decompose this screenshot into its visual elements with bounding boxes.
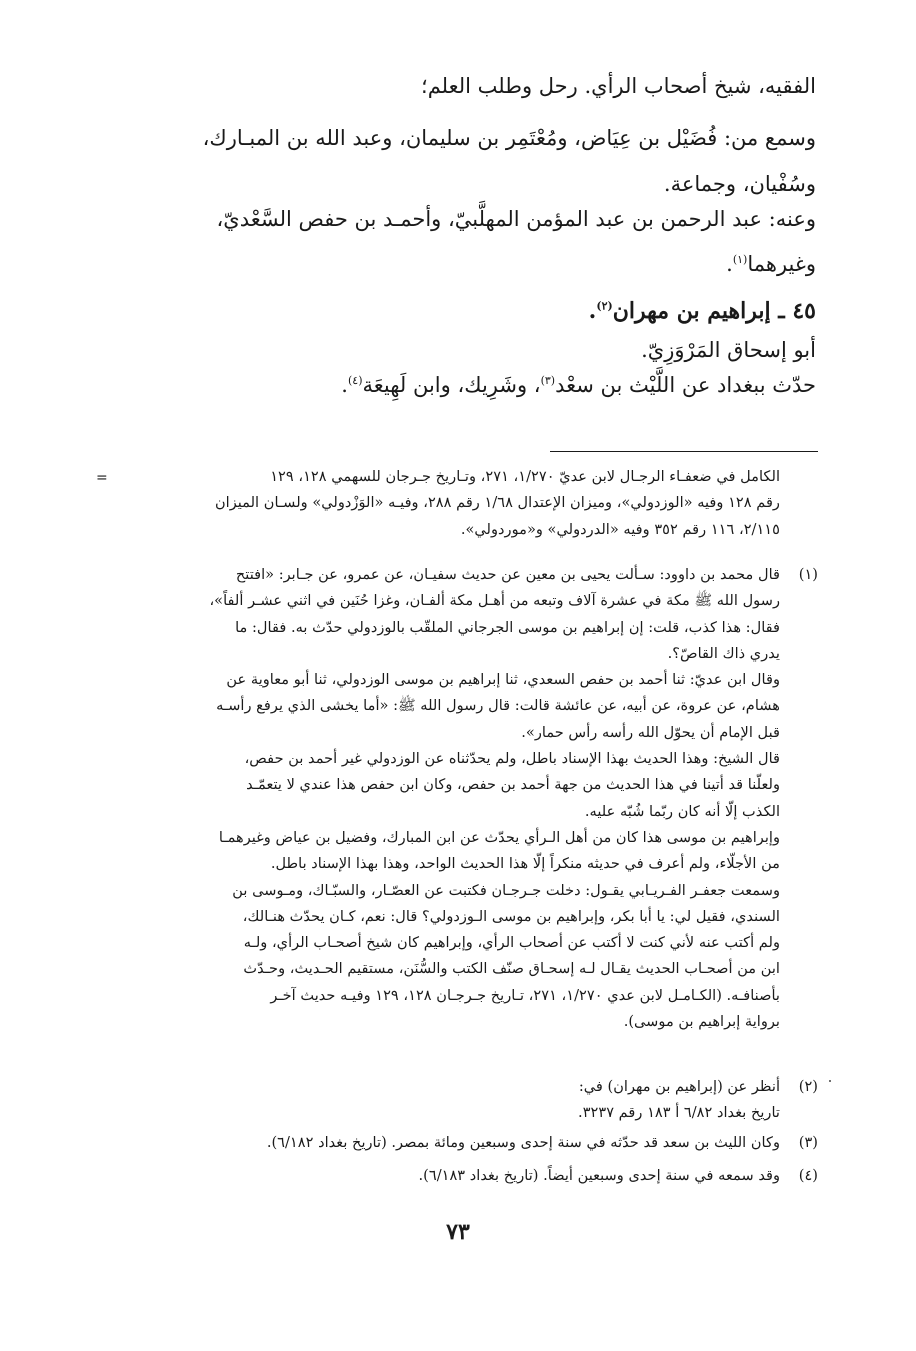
footnote-text bbox=[100, 464, 780, 543]
page-number: ٧٣ bbox=[446, 1219, 470, 1245]
footnote-line: يدري ذاك القاصّ؟. bbox=[667, 644, 780, 662]
main-text-line: وعنه: عبد الرحمن بن عبد المؤمن المهلَّبيّ، وأحمـد بن حفص السَّعْديّ، bbox=[216, 207, 816, 231]
footnote-line: الكامل في ضعفـاء الرجـال لابن عديّ ١/٢٧٠، ٢٧١، وتـاريخ جـرجان للسهمي ١٢٨، ١٢٩ bbox=[270, 468, 780, 485]
punctuation: . bbox=[588, 298, 597, 324]
footnote-ref[interactable]: (١) bbox=[732, 253, 748, 266]
footnote-line: فقال: هذا كذب، قلت: إن إبراهيم بن موسى الجرجاني الملقّب بالوزدولي حدّث به. فقال: ما bbox=[235, 618, 780, 636]
main-text-line: أبو إسحاق المَرْوَزِيّ. bbox=[641, 338, 816, 362]
footnote-line: ولم أكتب عنه لأني كنت لا أكتب عن أصحاب الرأي، وإبراهيم كان شيخ أصحـاب الرأي، ولـه bbox=[243, 934, 780, 952]
footnote-ref[interactable]: (٣) bbox=[540, 374, 556, 387]
footnote-line: رقم ١٢٨ وفيه «الوزدولي»، وميزان الإعتدال ١/٦٨ رقم ٢٨٨، وفيـه «الوَزْدولي» ولسـان الميزان bbox=[214, 494, 780, 512]
scan-speck bbox=[829, 1080, 831, 1082]
footnote-number: (٤) bbox=[798, 1167, 818, 1184]
main-text-line bbox=[95, 252, 816, 276]
footnote-line: ٢/١١٥، ١١٦ رقم ٣٥٢ وفيه «الدردولي» و«موردولي». bbox=[460, 520, 780, 538]
footnote-number: (٣) bbox=[798, 1134, 818, 1151]
footnote-text bbox=[100, 1074, 780, 1127]
footnote-line: قال الشيخ: وهذا الحديث بهذا الإسناد باطل، ولم يحدّثناه عن الوزدولي غير أحمد بن حفص، bbox=[244, 750, 780, 768]
footnote-ref[interactable]: (٤) bbox=[347, 374, 363, 387]
footnote-3 bbox=[100, 1130, 818, 1156]
footnote-line: هشام، عن عروة، عن أبيه، عن عائشة قالت: قال رسول الله ﷺ: «أما يخشى الذي يرفع رأسـه bbox=[216, 697, 780, 715]
main-text-line: الفقيه، شيخ أصحاب الرأي. رحل وطلب العلم؛ bbox=[421, 74, 816, 98]
entry-title: ٤٥ ـ إبراهيم بن مهران bbox=[612, 298, 816, 324]
footnote-text bbox=[100, 1163, 780, 1189]
footnote-line: وكان الليث بن سعد قد حدّثه في سنة إحدى وسبعين ومائة بمصر. (تاريخ بغداد ٦/١٨٢). bbox=[266, 1134, 780, 1151]
continuation-marker: = bbox=[96, 470, 108, 486]
footnote-text bbox=[100, 1130, 780, 1156]
footnote-line: وإبراهيم بن موسى هذا كان من أهل الـرأي يحدّث عن ابن المبارك، وفضيل بن عياض وغيرهمـا bbox=[218, 828, 780, 846]
footnote-continued bbox=[100, 464, 818, 543]
footnote-number: (١) bbox=[798, 566, 818, 583]
footnote-line: رسول الله ﷺ مكة في عشرة آلاف وتبعه من أهـل مكة ألفـان، وغزا حُنَين في اثني عشـر ألفاً»، bbox=[209, 592, 780, 610]
main-text-line: وسمع من: فُضَيْل بن عِيَاض، ومُعْتَمِر بن سليمان، وعبد الله بن المبـارك، bbox=[202, 126, 816, 150]
footnote-line: وقد سمعه في سنة إحدى وسبعين أيضاً. (تاريخ بغداد ٦/١٨٣). bbox=[418, 1167, 780, 1184]
footnote-line: تاريخ بغداد ٦/٨٢ أ ١٨٣ رقم ٣٢٣٧. bbox=[578, 1104, 780, 1122]
footnote-1 bbox=[100, 562, 818, 1035]
punctuation: . bbox=[341, 373, 348, 397]
entry-heading bbox=[95, 298, 816, 324]
footnote-line: الكذب إلّا أنه كان ربّما شُبّه عليه. bbox=[584, 802, 780, 820]
punctuation: . bbox=[726, 252, 733, 276]
footnote-line: من الأجلّاء، ولم أعرف في حديثه منكراً إلّا هذا الحديث الواحد، وهذا بهذا الإسناد باطل. bbox=[270, 855, 780, 873]
footnote-line: قال محمد بن داوود: سـألت يحيى بن معين عن حديث سفيـان، عن عمرو، عن جـابر: «افتتح bbox=[235, 566, 780, 583]
main-text-line bbox=[95, 373, 816, 397]
footnote-line: برواية إبراهيم بن موسى). bbox=[623, 1013, 780, 1031]
footnote-line: بأصنافـه. (الكـامـل لابن عدي ١/٢٧٠، ٢٧١، تـاريخ جـرجـان ١٢٨، ١٢٩ وفيـه حديث آخـر bbox=[270, 986, 780, 1004]
footnote-text bbox=[100, 562, 780, 1035]
footnote-line: السندي، فقيل لي: يا أبا بكر، وإبراهيم بن موسى الـوزدولي؟ قال: نعم، كـان يحدّث هنـالك، bbox=[242, 907, 780, 925]
footnote-number: (٢) bbox=[798, 1078, 818, 1095]
footnote-4 bbox=[100, 1163, 818, 1189]
main-text: ، وشَرِيك، وابن لَهِيعَة bbox=[362, 373, 541, 397]
main-text: حدّث ببغداد عن اللَّيْث بن سعْد bbox=[555, 373, 816, 397]
footnote-separator bbox=[550, 451, 818, 452]
main-text: وغيرهما bbox=[747, 252, 816, 276]
footnote-line: وقال ابن عديّ: ثنا أحمد بن حفص السعدي، ثنا إبراهيم بن موسى الوزدولي، ثنا أبو معاوية عن bbox=[226, 671, 780, 689]
footnote-line: ولعلّنا قد أتينا في هذا الحديث من جهة أحمد بن حفص، وكان ابن حفص هذا عندي لا يتعمّـد bbox=[246, 776, 780, 794]
footnote-line: وسمعت جعفـر الفـريـابي يقـول: دخلت جـرجـان فكتبت عن العصّـار، والسبّـاك، ومـوسى بن bbox=[232, 881, 780, 899]
main-text-line: وسُفْيان، وجماعة. bbox=[663, 172, 816, 196]
footnote-line: ابن من أصحـاب الحديث يقـال لـه إسحـاق صنّف الكتب والسُّنَن، مستقيم الحـديث، وحـدّث bbox=[243, 960, 780, 978]
footnote-line: أنظر عن (إبراهيم بن مهران) في: bbox=[578, 1078, 780, 1095]
footnote-line: قبل الإمام أن يحوّل الله رأسه رأس حمار». bbox=[521, 723, 780, 741]
footnote-2 bbox=[100, 1074, 818, 1127]
footnote-ref[interactable]: (٢) bbox=[596, 299, 613, 313]
